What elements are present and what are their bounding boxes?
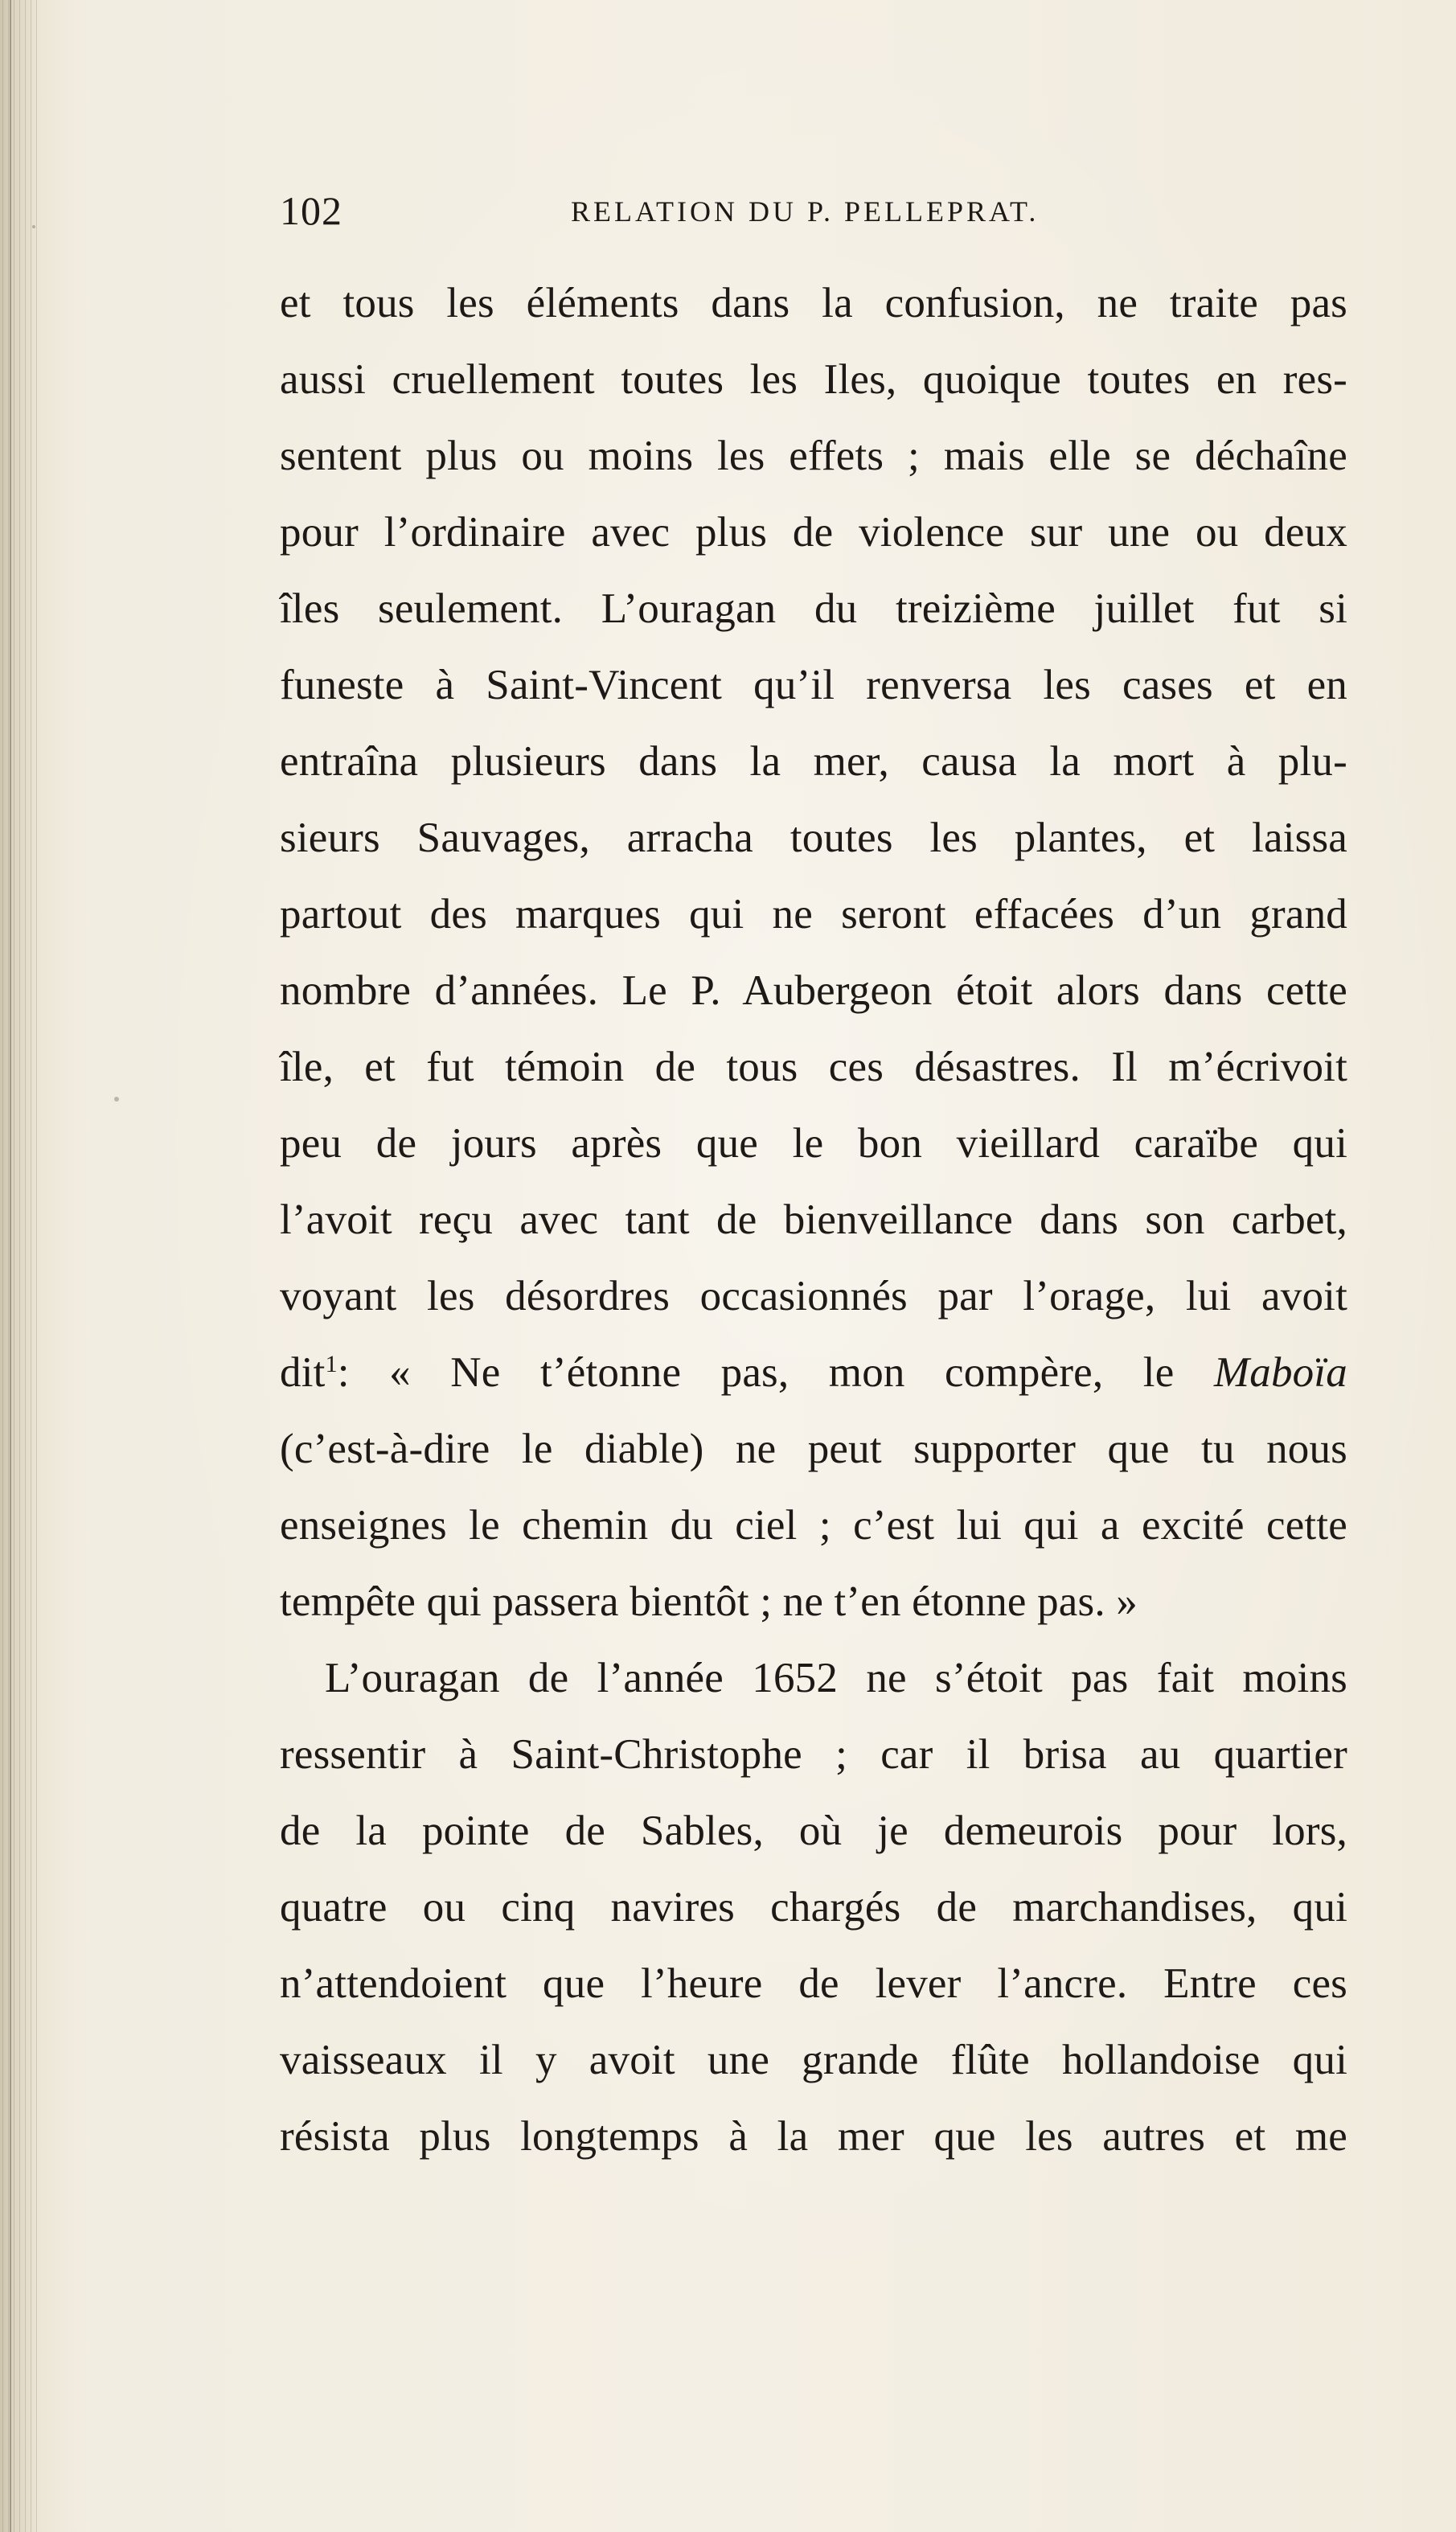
text-line: (c’est-à-dire le diable) ne peut supporter que tu nous <box>280 1426 1347 1472</box>
text-line: l’avoit reçu avec tant de bienveillance dans son carbet, <box>280 1196 1347 1243</box>
text-line: enseignes le chemin du ciel ; c’est lui qui a excité cette <box>280 1502 1347 1549</box>
text-line: îles seulement. L’ouragan du treizième juillet fut si <box>280 585 1347 632</box>
line-text-start: dit <box>280 1349 326 1396</box>
page-number: 102 <box>280 188 342 233</box>
paper-speck <box>114 1097 119 1102</box>
text-line: pour l’ordinaire avec plus de violence sur une ou deux <box>280 509 1347 556</box>
text-line: sieurs Sauvages, arracha toutes les plantes, et laissa <box>280 815 1347 861</box>
text-line: ressentir à Saint-Christophe ; car il brisa au quartier <box>280 1731 1347 1778</box>
text-line: quatre ou cinq navires chargés de marchandises, qui <box>280 1884 1347 1931</box>
binding-gutter <box>0 0 37 2532</box>
text-line: aussi cruellement toutes les Iles, quoique toutes en res- <box>280 356 1347 403</box>
text-line: vaisseaux il y avoit une grande flûte hollandoise qui <box>280 2037 1347 2083</box>
paragraph-first-line: L’ouragan de l’année 1652 ne s’étoit pas fait moins <box>325 1655 1347 1701</box>
text-line: voyant les désordres occasionnés par l’orage, lui avoit <box>280 1273 1347 1319</box>
text-line: funeste à Saint-Vincent qu’il renversa les cases et en <box>280 662 1347 708</box>
text-line-with-footnote <box>280 1335 1347 1411</box>
text-line: entraîna plusieurs dans la mer, causa la mort à plu- <box>280 738 1347 785</box>
text-line: de la pointe de Sables, où je demeurois pour lors, <box>280 1808 1347 1854</box>
text-line: nombre d’années. Le P. Aubergeon étoit alors dans cette <box>280 967 1347 1014</box>
text-line: n’attendoient que l’heure de lever l’ancre. Entre ces <box>280 1960 1347 2007</box>
line-text-middle: : « Ne t’étonne pas, mon compère, le <box>337 1349 1214 1396</box>
gutter-edge-line <box>10 0 11 2532</box>
paper-speck <box>32 225 35 228</box>
text-line: sentent plus ou moins les effets ; mais elle se déchaîne <box>280 433 1347 479</box>
page-header <box>280 187 1347 235</box>
text-line: peu de jours après que le bon vieillard caraïbe qui <box>280 1120 1347 1167</box>
running-head: RELATION DU P. PELLEPRAT. <box>571 195 1040 228</box>
italic-term: Maboïa <box>1213 1349 1347 1396</box>
body-text <box>280 265 1347 2175</box>
text-line: résista plus longtemps à la mer que les autres et me <box>280 2113 1347 2160</box>
footnote-marker: 1 <box>325 1351 338 1377</box>
paragraph-end-line: tempête qui passera bientôt ; ne t’en étonne pas. » <box>280 1578 1138 1625</box>
text-line: partout des marques qui ne seront effacées d’un grand <box>280 891 1347 938</box>
text-line: et tous les éléments dans la confusion, ne traite pas <box>280 280 1347 326</box>
text-line: île, et fut témoin de tous ces désastres. Il m’écrivoit <box>280 1044 1347 1090</box>
